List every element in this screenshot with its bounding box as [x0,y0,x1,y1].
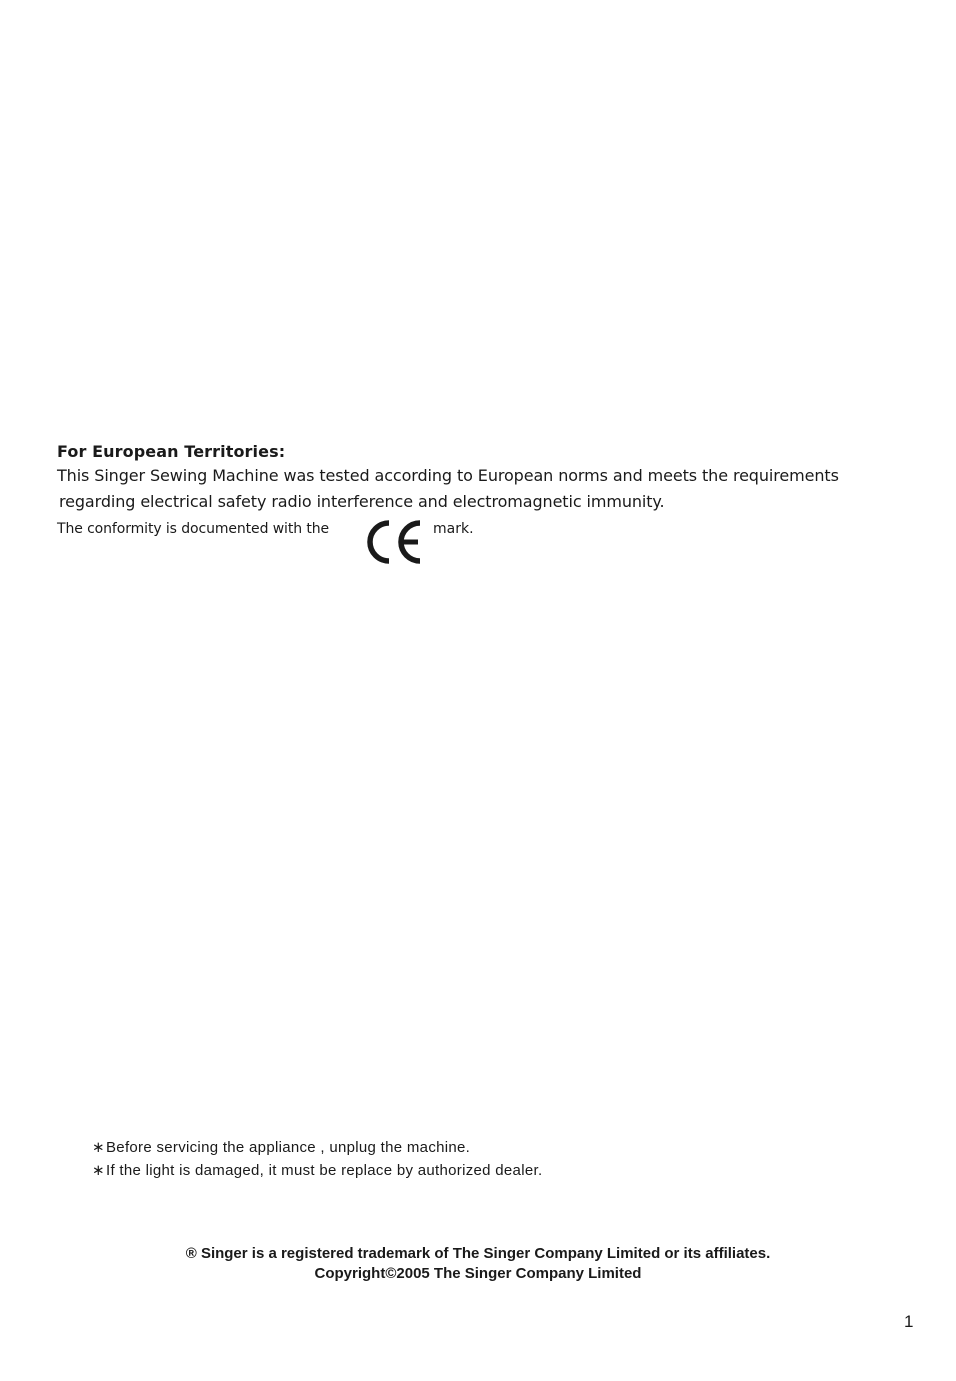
compliance-line-2: regarding electrical safety radio interference and electromagnetic immunity. [59,492,665,511]
page-number: 1 [904,1312,914,1331]
european-territories-section [57,441,897,565]
mark-text: mark. [433,521,474,537]
compliance-statement [57,463,897,515]
conformity-text: The conformity is documented with the [57,521,330,537]
list-item [92,1159,542,1182]
safety-notes [92,1136,542,1182]
ce-mark-icon [363,519,423,565]
trademark-notice: ® Singer is a registered trademark of The Singer Company Limited or its affiliates. [185,1245,771,1262]
note-text: Before servicing the appliance , unplug the machine. [106,1139,471,1156]
note-text: If the light is damaged, it must be replace by authorized dealer. [106,1162,543,1179]
section-heading: For European Territories: [57,442,286,461]
compliance-line-1: This Singer Sewing Machine was tested according to European norms and meets the requirements [57,466,839,485]
legal-footer [0,1244,956,1284]
conformity-row [57,515,897,565]
list-item [92,1136,542,1159]
copyright-notice: Copyright©2005 The Singer Company Limited [314,1265,642,1282]
asterisk-bullet-icon: ∗ [92,1139,105,1156]
asterisk-bullet-icon: ∗ [92,1162,105,1179]
